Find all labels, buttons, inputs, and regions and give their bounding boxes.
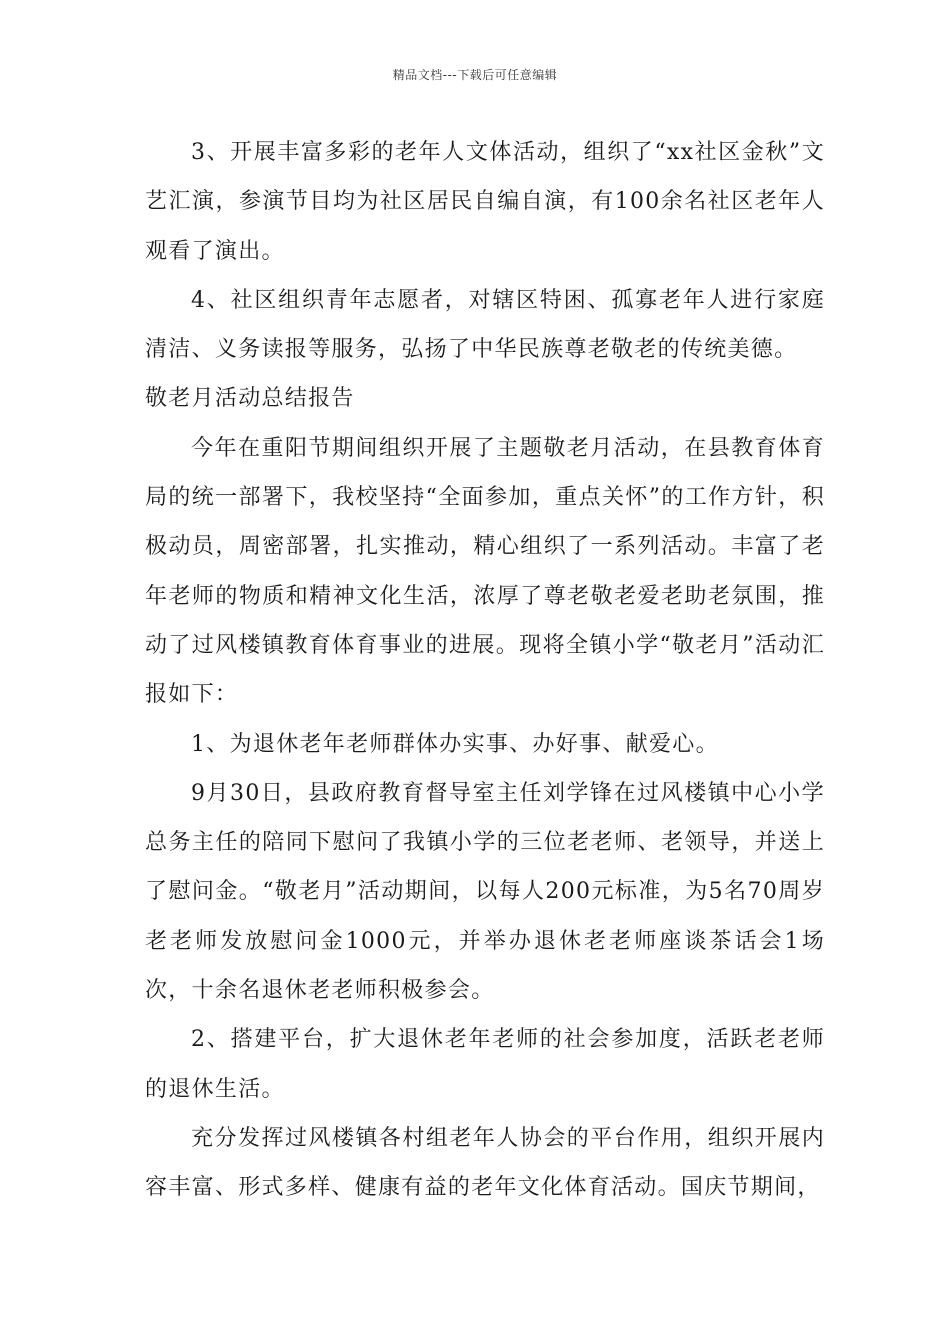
paragraph-heading-2: 2、搭建平台，扩大退休老年老师的社会参加度，活跃老老师的退休生活。 [145,1027,825,1102]
paragraph-platform: 充分发挥过风楼镇各村组老年人协会的平台作用，组织开展内容丰富、形式多样、健康有益的老年文化体育活动。国庆节期间， [145,1125,825,1201]
paragraph-item-3: 3、开展丰富多彩的老年人文体活动，组织了“xx社区金秋”文艺汇演，参演节目均为社区居民自编自演，有100余名社区老年人观看了演出。 [145,140,825,264]
section-title: 敬老月活动总结报告 [145,386,355,412]
paragraph-sept-30: 9月30日，县政府教育督导室主任刘学锋在过风楼镇中心小学总务主任的陪同下慰问了我镇小学的三位老老师、老领导，并送上了慰问金。“敬老月”活动期间，以每人200元标准，为5名70周岁老老师发放慰问金1000元，并举办退休老老师座谈茶话会1场次，十余名退休老老师积极参会。 [145,780,825,1004]
document-body [145,128,825,1213]
paragraph-intro: 今年在重阳节期间组织开展了主题敬老月活动，在县教育体育局的统一部署下，我校坚持“全面参加，重点关怀”的工作方针，积极动员，周密部署，扎实推动，精心组织了一系列活动。丰富了老年老师的物质和精神文化生活，浓厚了尊老敬老爱老助老氛围，推动了过风楼镇教育体育事业的进展。现将全镇小学“敬老月”活动汇报如下： [145,435,825,708]
paragraph-heading-1: 1、为退休老年老师群体办实事、办好事、献爱心。 [191,731,719,757]
page-header: 精品文档---下载后可任意编辑 [392,68,558,82]
paragraph-item-4: 4、社区组织青年志愿者，对辖区特困、孤寡老年人进行家庭清洁、义务读报等服务，弘扬了中华民族尊老敬老的传统美德。 [145,287,825,363]
